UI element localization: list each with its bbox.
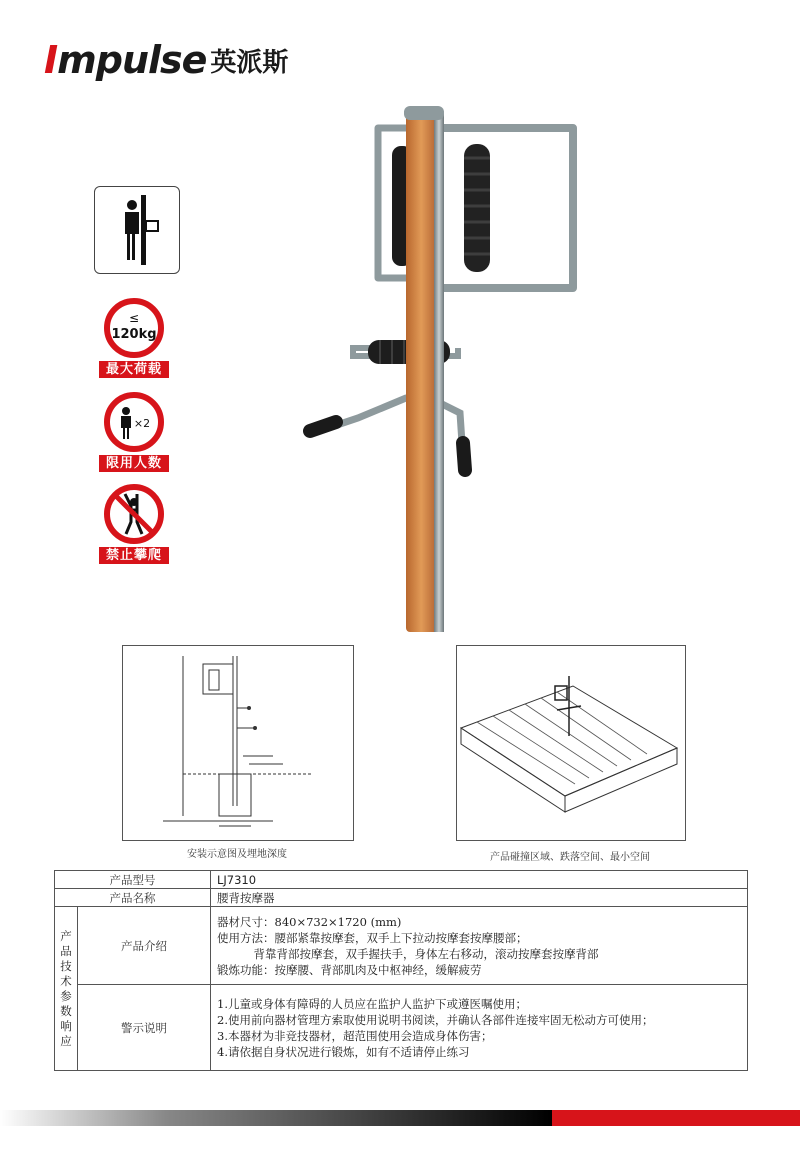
intro-line: 使用方法：腰部紧靠按摩套，双手上下拉动按摩套按摩腰部； [217,930,528,945]
name-value: 腰背按摩器 [211,889,748,907]
warning-value [211,985,748,1071]
user-limit-sign [99,392,169,472]
max-load-sign [99,298,169,378]
brand-name-rest: mpulse [57,38,207,82]
group-label [55,907,78,1071]
installation-caption: 安装示意图及埋地深度 [187,849,287,860]
footer-bar-dark [0,1110,552,1126]
brand-name-cn: 英派斯 [210,47,289,78]
intro-line: 器材尺寸：840×732×1720 (mm) [217,914,402,929]
installation-diagram [122,645,354,841]
warning-line: 3.本器材为非竞技器材，超范围使用会造成身体伤害； [217,1028,493,1043]
warning-line: 1.儿童或身体有障碍的人员应在监护人监护下或遵医嘱使用； [217,996,527,1011]
user-limit-value: ×2 [133,417,151,430]
footer-bar-red [552,1110,800,1126]
space-caption: 产品碰撞区域、跌落空间、最小空间 [490,852,650,863]
no-climbing-label: 禁止攀爬 [99,547,169,564]
group-label-text: 产品技术参数响应 [60,928,72,1048]
user-limit-sign-icon [101,392,167,452]
warning-line: 2.使用前向器材管理方索取使用说明书阅读，并确认各部件连接牢固无松动方可使用； [217,1012,654,1027]
warning-label: 警示说明 [78,985,211,1071]
row-name [55,889,748,907]
spec-table [54,870,748,1071]
no-climbing-sign [99,484,169,564]
max-load-sign-icon [101,298,167,358]
row-model [55,871,748,889]
name-label: 产品名称 [55,889,211,907]
model-label: 产品型号 [55,871,211,889]
max-load-label: 最大荷载 [99,361,169,378]
safety-space-diagram [456,645,686,841]
intro-value [211,907,748,985]
warning-line: 4.请依据自身状况进行锻炼，如有不适请停止练习 [217,1044,470,1059]
brand-initial: I [44,38,58,82]
installation-drawing [123,646,353,840]
brand-name-en [44,38,206,82]
max-load-symbol: ≤ [128,311,140,325]
intro-line: 背靠背部按摩套，双手握扶手，身体左右移动，滚动按摩套按摩背部 [217,946,599,961]
intro-line: 锻炼功能：按摩腰、背部肌肉及中枢神经，缓解疲劳 [217,962,482,977]
max-load-value: 120kg [111,327,157,342]
product-illustration [288,98,608,638]
intro-label: 产品介绍 [78,907,211,985]
safety-space-drawing [457,646,685,840]
no-climbing-sign-icon [101,484,167,544]
person-with-machine-icon [95,187,179,273]
usage-icon [94,186,180,274]
user-limit-label: 限用人数 [99,455,169,472]
row-intro [55,907,748,985]
brand-logo [44,40,288,80]
row-warning [55,985,748,1071]
model-value: LJ7310 [211,871,748,889]
